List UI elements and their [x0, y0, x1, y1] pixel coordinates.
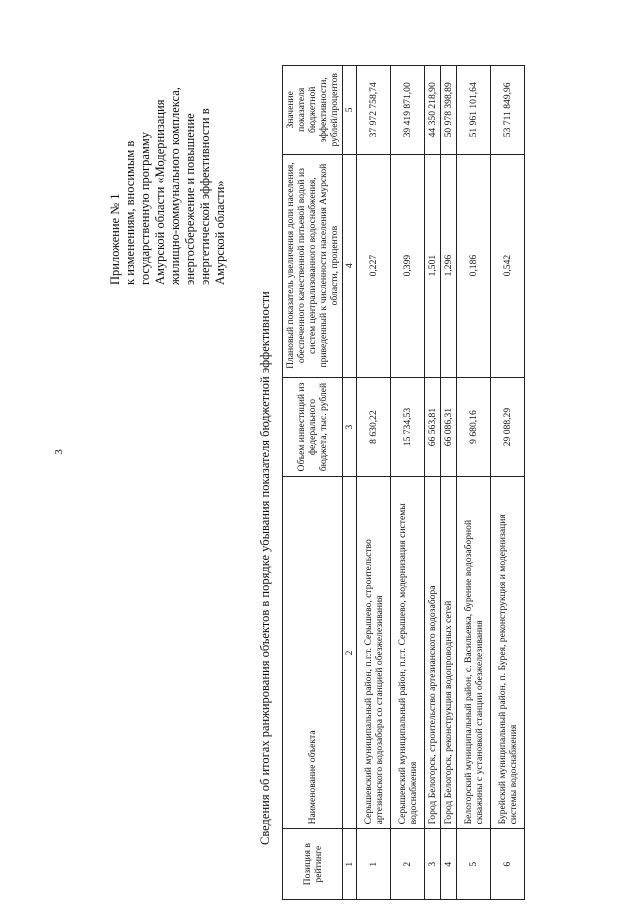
appendix-line: жилищно-коммунального комплекса, — [168, 87, 182, 285]
row-name: Город Белогорск, реконструкция водопроводных сетей — [441, 477, 457, 829]
appendix-line: Амурской области «Модернизация — [153, 99, 167, 285]
row-volume: 29 088,29 — [491, 377, 525, 477]
ranking-table — [282, 65, 525, 900]
column-number: 5 — [343, 66, 357, 155]
header-name: Наименование объекта — [283, 477, 343, 829]
table-header-row — [283, 66, 343, 900]
row-volume: 66 086,31 — [441, 377, 457, 477]
row-indicator: 1,296 — [441, 154, 457, 377]
row-position: 6 — [491, 829, 525, 900]
page-number: 3 — [52, 449, 65, 455]
appendix-line: к изменениям, вносимым в — [123, 140, 137, 285]
appendix-line: Амурской области» — [213, 180, 227, 285]
row-position: 4 — [441, 829, 457, 900]
header-indicator: Плановый показатель увеличения доли населения, обеспеченного качественной питьевой водой из систем централизованного водоснабжения, приведенный к численности населения Амурской области, процентов — [283, 154, 343, 377]
column-number-row — [343, 66, 357, 900]
appendix-line: Приложение № 1 — [108, 193, 122, 285]
document-title: Сведения об итогах ранжирования объектов в порядке убывания показателя бюджетной эффективности — [258, 291, 272, 845]
row-volume: 9 680,16 — [457, 377, 491, 477]
table-row — [441, 66, 457, 900]
column-number: 3 — [343, 377, 357, 477]
row-efficiency: 39 419 871,00 — [391, 66, 425, 155]
table-row — [457, 66, 491, 900]
row-name: Белогорский муниципальный район, с. Васильевка, бурение водозаборной скважины с установкой станции обезжелезивания — [457, 477, 491, 829]
row-position: 3 — [425, 829, 441, 900]
header-position: Позиция в рейтинге — [283, 829, 343, 900]
row-efficiency: 51 961 101,64 — [457, 66, 491, 155]
row-name: Серышевский муниципальный район, п.г.т. Серышево, строительство артезианского водозабора со станцией обезжелезивания — [357, 477, 391, 829]
row-volume: 66 563,81 — [425, 377, 441, 477]
header-volume: Объем инвестиций из федерального бюджета, тыс. рублей — [283, 377, 343, 477]
table-row — [391, 66, 425, 900]
row-indicator: 0,399 — [391, 154, 425, 377]
row-name: Серышевский муниципальный район, п.г.т. Серышево, модернизация системы водоснабжения — [391, 477, 425, 829]
row-indicator: 1,501 — [425, 154, 441, 377]
column-number: 2 — [343, 477, 357, 829]
row-name: Город Белогорск, строительство артезианского водозабора — [425, 477, 441, 829]
row-volume: 15 734,53 — [391, 377, 425, 477]
appendix-line: энергетической эффективности в — [198, 108, 212, 285]
row-position: 2 — [391, 829, 425, 900]
row-efficiency: 44 350 218,90 — [425, 66, 441, 155]
appendix-header — [108, 65, 228, 285]
row-efficiency: 53 711 849,96 — [491, 66, 525, 155]
appendix-line: государственную программу — [138, 131, 152, 285]
row-volume: 8 630,22 — [357, 377, 391, 477]
row-position: 5 — [457, 829, 491, 900]
column-number: 1 — [343, 829, 357, 900]
row-indicator: 0,542 — [491, 154, 525, 377]
row-position: 1 — [357, 829, 391, 900]
table-row — [425, 66, 441, 900]
row-efficiency: 50 978 398,89 — [441, 66, 457, 155]
header-efficiency: Значение показателя бюджетной эффективности, рублей/процентов — [283, 66, 343, 155]
appendix-line: энергосбережение и повышение — [183, 113, 197, 285]
row-indicator: 0,186 — [457, 154, 491, 377]
row-efficiency: 37 972 758,74 — [357, 66, 391, 155]
table-row — [357, 66, 391, 900]
table-row — [491, 66, 525, 900]
row-indicator: 0,227 — [357, 154, 391, 377]
column-number: 4 — [343, 154, 357, 377]
row-name: Бурейский муниципальный район, п. Бурея, реконструкция и модернизация системы водоснабжения — [491, 477, 525, 829]
